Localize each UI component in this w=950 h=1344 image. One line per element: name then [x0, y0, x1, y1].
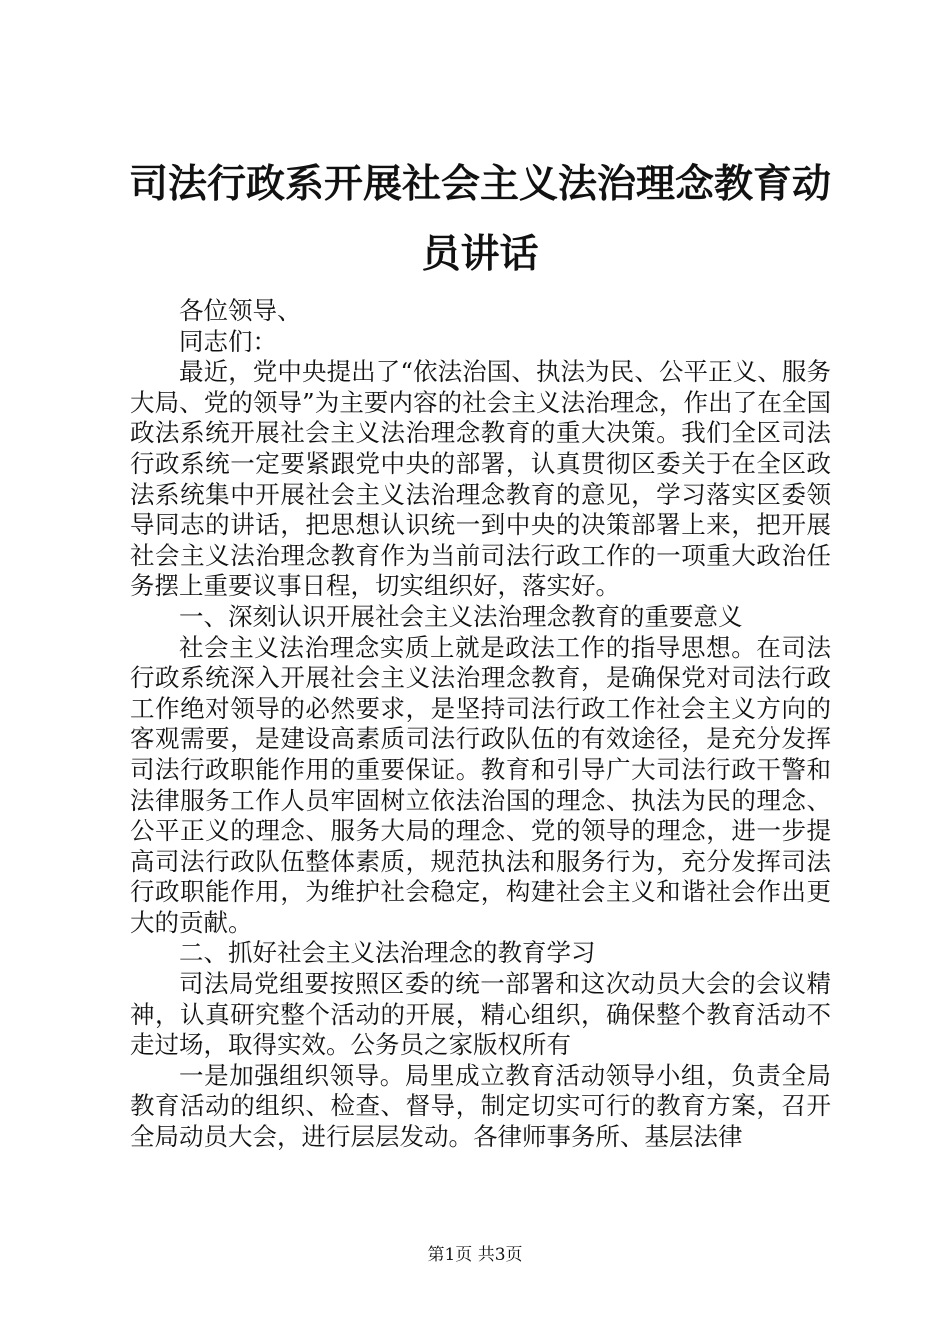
section-1-paragraph: 社会主义法治理念实质上就是政法工作的指导思想。在司法行政系统深入开展社会主义法治理念教育，是确保党对司法行政工作绝对领导的必然要求，是坚持司法行政工作社会主义方向的客观需要，是建设高素质司法行政队伍的有效途径，是充分发挥司法行政职能作用的重要保证。教育和引导广大司法行政干警和法律服务工作人员牢固树立依法治国的理念、执法为民的理念、公平正义的理念、服务大局的理念、党的领导的理念，进一步提高司法行政队伍整体素质，规范执法和服务行为，充分发挥司法行政职能作用，为维护社会稳定，构建社会主义和谐社会作出更大的贡献。 [130, 632, 831, 937]
section-2-paragraph: 司法局党组要按照区委的统一部署和这次动员大会的会议精神，认真研究整个活动的开展，精心组织，确保整个教育活动不走过场，取得实效。公务员之家版权所有 [130, 969, 831, 1060]
section-2-point-1: 一是加强组织领导。局里成立教育活动领导小组，负责全局教育活动的组织、检查、督导，制定切实可行的教育方案，召开全局动员大会，进行层层发动。各律师事务所、基层法律 [130, 1060, 831, 1152]
salutation-comrades: 同志们： [179, 326, 277, 356]
page-number-footer: 第1页 共3页 [427, 1245, 523, 1265]
document-title: 司法行政系开展社会主义法治理念教育动员讲话 [128, 162, 831, 277]
intro-paragraph: 最近，党中央提出了“依法治国、执法为民、公平正义、服务大局、党的领导”为主要内容的社会主义法治理念，作出了在全国政法系统开展社会主义法治理念教育的重大决策。我们全区司法行政系统一定要紧跟党中央的部署，认真贯彻区委关于在全区政法系统集中开展社会主义法治理念教育的意见，学习落实区委领导同志的讲话，把思想认识统一到中央的决策部署上来，把开展社会主义法治理念教育作为当前司法行政工作的一项重大政治任务摆上重要议事日程，切实组织好，落实好。 [130, 357, 831, 601]
section-heading-1: 一、深刻认识开展社会主义法治理念教育的重要意义 [179, 601, 743, 631]
section-heading-2: 二、抓好社会主义法治理念的教育学习 [179, 938, 596, 968]
document-body [130, 296, 831, 1153]
salutation-leaders: 各位领导、 [179, 296, 302, 325]
